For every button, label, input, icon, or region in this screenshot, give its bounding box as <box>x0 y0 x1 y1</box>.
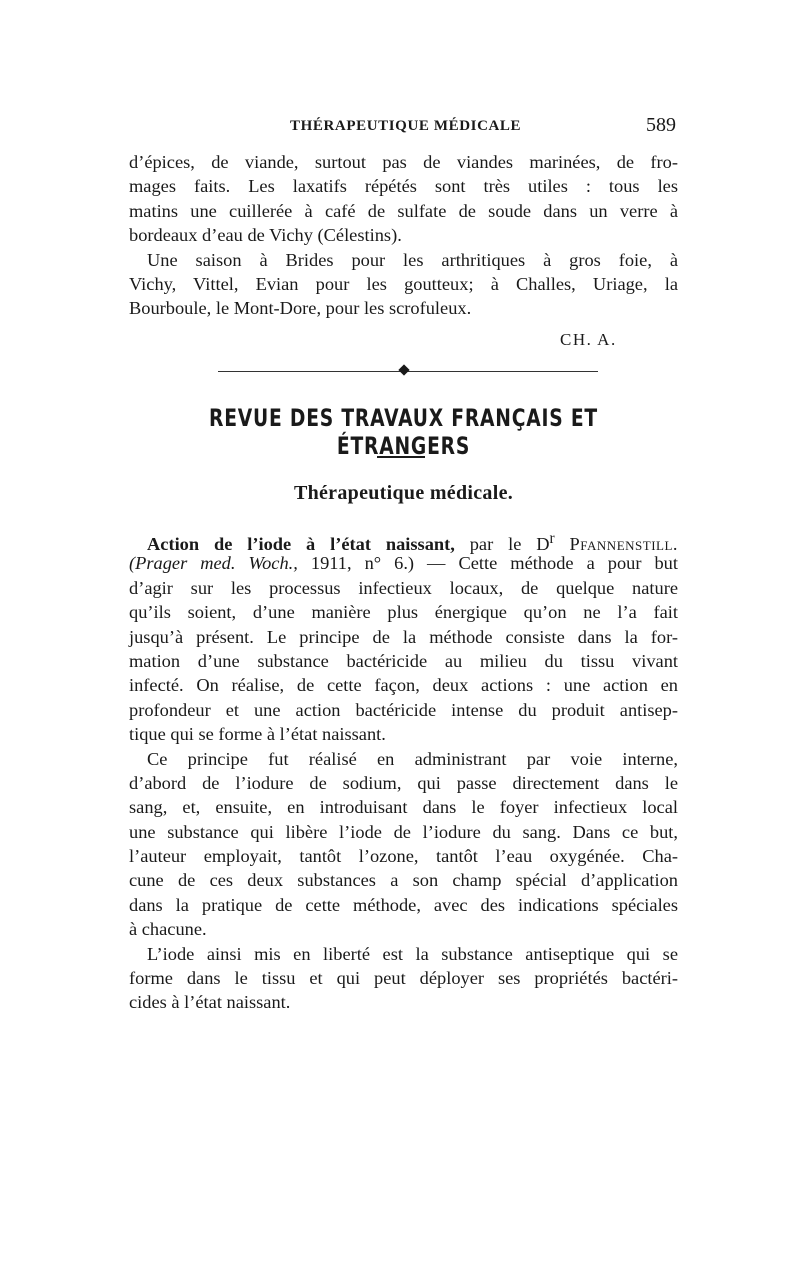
citation-rest: 1911, n° 6.) — Cette méthode a pour but <box>310 553 678 574</box>
text-line: Ce principe fut réalisé en administrant par voie interne, <box>147 748 678 769</box>
section-title: REVUE DES TRAVAUX FRANÇAIS ET ÉTRANGERS <box>209 404 598 460</box>
citation-line <box>129 551 678 575</box>
article-by: par le D <box>469 534 550 555</box>
text-line: Une saison à Brides pour les arthritiques à gros foie, à <box>147 249 678 270</box>
text-line: d’agir sur les processus infectieux locaux, de quelque nature <box>129 577 678 598</box>
text-line: tique qui se forme à l’état naissant. <box>129 724 386 745</box>
text-line: jusqu’à présent. Le principe de la méthode consiste dans la for- <box>129 626 678 647</box>
text-line: d’abord de l’iodure de sodium, qui passe directement dans le <box>129 772 678 793</box>
continuation-text <box>129 150 678 321</box>
text-line: cune de ces deux substances a son champ spécial d’application <box>129 870 678 891</box>
text-line: sang, et, ensuite, en introduisant dans le foyer infectieux local <box>129 797 678 818</box>
section-rule <box>377 456 425 458</box>
article-heading-line <box>129 527 678 555</box>
text-line: qu’ils soient, d’une manière plus énergique qu’on ne l’a fait <box>129 602 678 623</box>
text-line: à chacune. <box>129 919 207 940</box>
page-number: 589 <box>646 114 676 136</box>
text-line: matins une cuillerée à café de sulfate de soude dans un verre à <box>129 200 678 221</box>
running-header <box>128 114 676 140</box>
text-line: infecté. On réalise, de cette façon, deux actions : une action en <box>129 675 678 696</box>
text-line: mages faits. Les laxatifs répétés sont très utiles : tous les <box>129 176 678 197</box>
text-line: forme dans le tissu et qui peut déployer ses propriétés bactéri- <box>129 968 678 989</box>
text-line: mation d’une substance bactéricide au milieu du tissu vivant <box>129 650 678 671</box>
running-title: THÉRAPEUTIQUE MÉDICALE <box>290 118 522 134</box>
article-author: Pfannenstill. <box>569 534 678 555</box>
citation-journal: (Prager med. Woch., <box>129 553 298 574</box>
article-heading: Action de l’iode à l’état naissant, <box>147 534 455 555</box>
text-line: bordeaux d’eau de Vichy (Célestins). <box>129 225 402 246</box>
text-line: Vichy, Vittel, Evian pour les goutteux; à Challes, Uriage, la <box>129 273 678 294</box>
subsection-title: Thérapeutique médicale. <box>293 482 514 504</box>
text-line: cides à l’état naissant. <box>129 992 291 1013</box>
text-line: d’épices, de viande, surtout pas de viandes marinées, de fro- <box>129 152 678 172</box>
text-line: profondeur et une action bactéricide intense du produit antisep- <box>129 699 678 720</box>
separator-ornament <box>398 364 409 375</box>
text-line: L’iode ainsi mis en liberté est la substance antiseptique qui se <box>147 943 678 964</box>
text-line: Bourboule, le Mont-Dore, pour les scrofuleux. <box>129 298 472 319</box>
article-body <box>129 527 678 1015</box>
text-line: dans la pratique de cette méthode, avec des indications spéciales <box>129 894 678 915</box>
text-line: l’auteur employait, tantôt l’ozone, tantôt l’eau oxygénée. Cha- <box>129 846 678 867</box>
article-by-sup: r <box>549 530 555 547</box>
signature: CH. A. <box>560 330 617 349</box>
text-line: une substance qui libère l’iode de l’iodure du sang. Dans ce but, <box>129 821 678 842</box>
